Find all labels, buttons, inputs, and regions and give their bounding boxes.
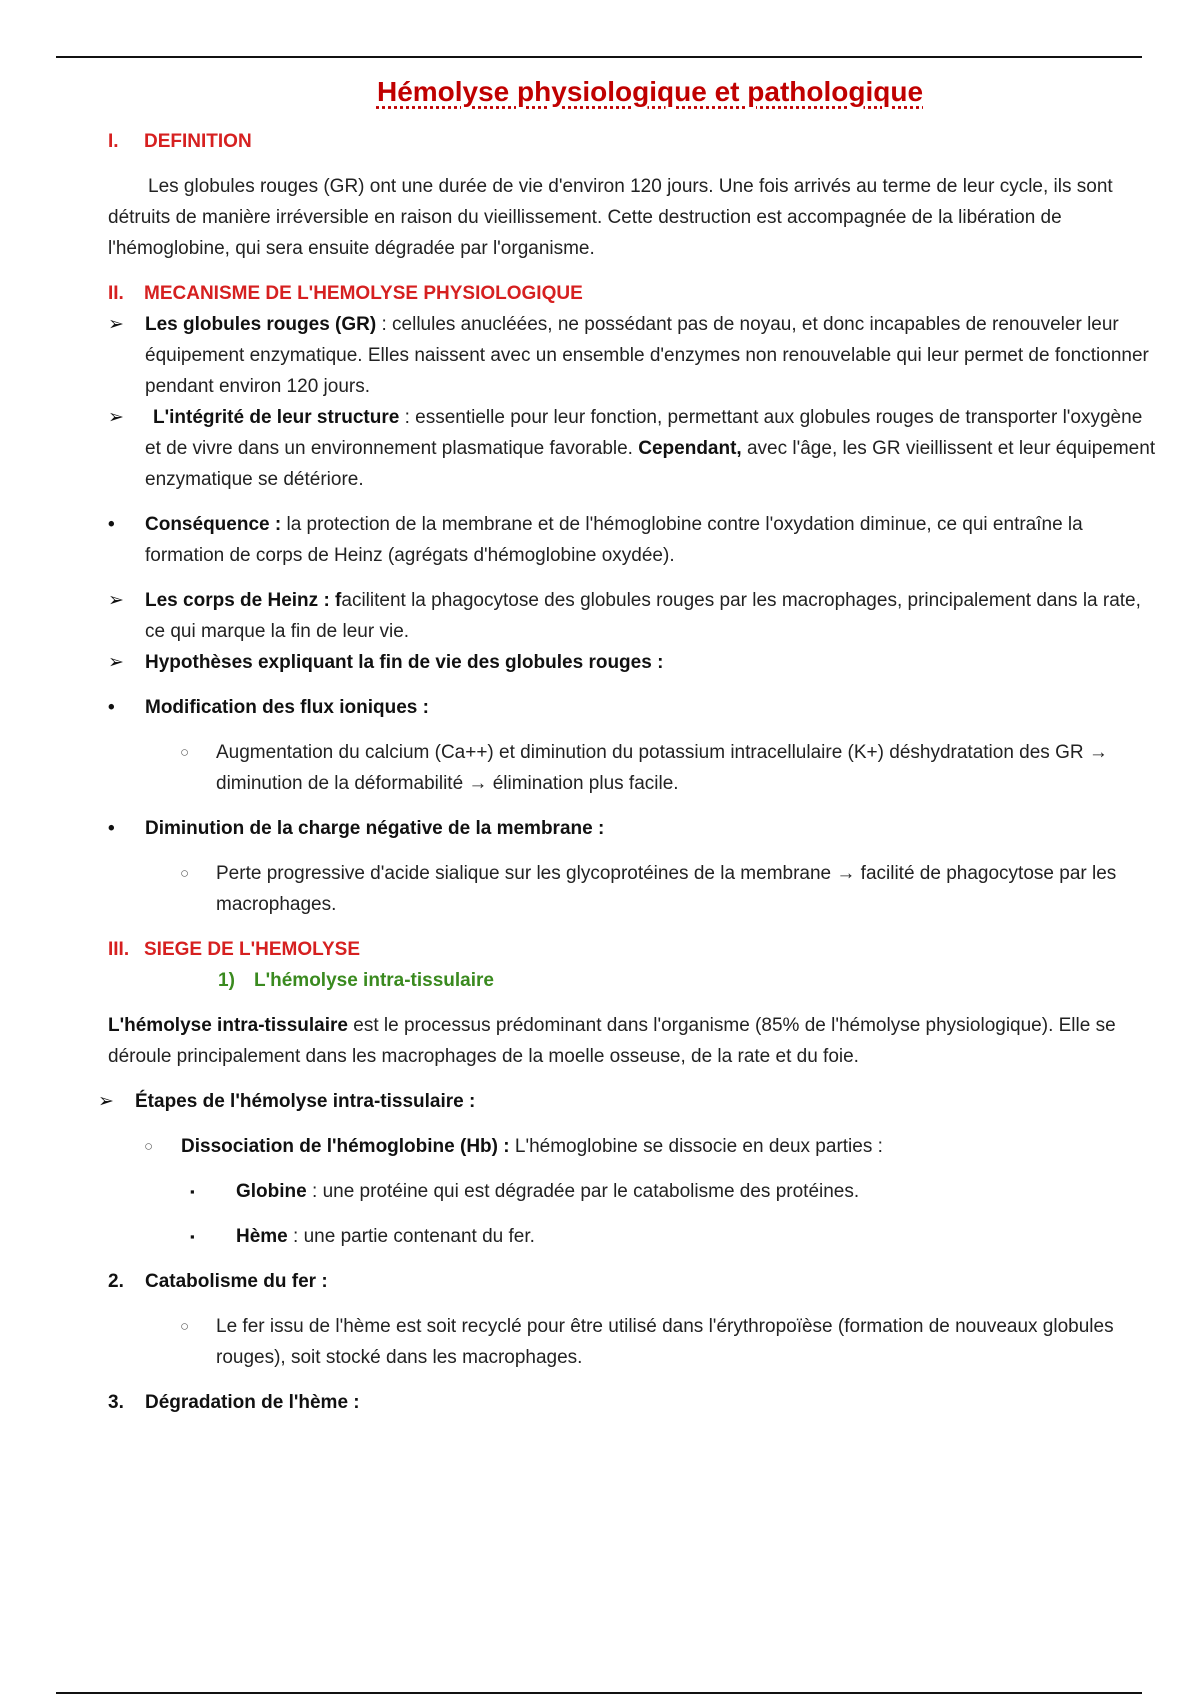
definition-paragraph: Les globules rouges (GR) ont une durée de vie d'environ 120 jours. Une fois arrivés au terme de leur cycle, ils sont détruits de manière irréversible en raison du vieillissement. Cette destruction est accompagnée de la libération de l'hémoglobine, qui sera ensuite dégradée par l'organisme. [108, 176, 1113, 259]
section-1-title: DEFINITION [144, 131, 252, 152]
list-item-consequence: • Conséquence : la protection de la membrane et de l'hémoglobine contre l'oxydation diminue, ce qui entraîne la formation de corps de Heinz (agrégats d'hémoglobine oxydée). [108, 509, 1158, 571]
intra-tissulaire-paragraph: L'hémolyse intra-tissulaire est le processus prédominant dans l'organisme (85% de l'hémolyse physiologique). Elle se déroule principalement dans les macrophages de la moelle osseuse, de la rate et du foie. [108, 1015, 1116, 1067]
circle-bullet-icon: ○ [180, 744, 190, 761]
list-item-globules-rouges: ➢ Les globules rouges (GR) : cellules anucléées, ne possédant pas de noyau, et donc incapables de renouveler leur équipement enzymatique. Elles naissent avec un ensemble d'enzymes non renouvelable qui leur permet de fonctionner pendant environ 120 jours. [108, 309, 1158, 402]
dot-bullet-icon: • [108, 818, 115, 839]
circle-bullet-icon: ○ [144, 1138, 154, 1155]
sub-item-globine: ▪ Globine : une protéine qui est dégradée par le catabolisme des protéines. [108, 1176, 1158, 1207]
dot-bullet-icon: • [108, 514, 115, 535]
sub-item-heme: ▪ Hème : une partie contenant du fer. [108, 1221, 1158, 1252]
sub-item-dissociation: ○ Dissociation de l'hémoglobine (Hb) : L'hémoglobine se dissocie en deux parties : [108, 1131, 1158, 1162]
bottom-rule [56, 1692, 1142, 1694]
list-item-flux-ioniques: • Modification des flux ioniques : [108, 692, 1158, 723]
top-rule [56, 56, 1142, 58]
arrow-bullet-icon: ➢ [108, 652, 124, 673]
section-1-heading [108, 126, 1158, 157]
list-item-corps-heinz: ➢ Les corps de Heinz : facilitent la phagocytose des globules rouges par les macrophages, principalement dans la rate, ce qui marque la fin de leur vie. [108, 585, 1158, 647]
list-item-integrite: ➢ L'intégrité de leur structure : essentielle pour leur fonction, permettant aux globules rouges de transporter l'oxygène et de vivre dans un environnement plasmatique favorable. Cependant, avec l'âge, les GR vieillissent et leur équipement enzymatique se détériore. [108, 402, 1158, 495]
list-item-charge-negative: • Diminution de la charge négative de la membrane : [108, 813, 1158, 844]
square-bullet-icon: ▪ [190, 1184, 195, 1199]
section-2-title: MECANISME DE L'HEMOLYSE PHYSIOLOGIQUE [144, 283, 583, 304]
section-3-heading [108, 934, 1158, 965]
circle-bullet-icon: ○ [180, 865, 190, 882]
document-title: Hémolyse physiologique et pathologique [376, 76, 924, 107]
section-3-title: SIEGE DE L'HEMOLYSE [144, 939, 361, 960]
list-item-hypotheses: ➢ Hypothèses expliquant la fin de vie des globules rouges : [108, 647, 1158, 678]
sub-item-charge-negative: ○ Perte progressive d'acide sialique sur les glycoprotéines de la membrane → facilité de phagocytose par les macrophages. [108, 858, 1158, 920]
arrow-bullet-icon: ➢ [108, 407, 124, 428]
section-2-number: II. [108, 283, 124, 304]
arrow-bullet-icon: ➢ [98, 1091, 114, 1112]
square-bullet-icon: ▪ [190, 1229, 195, 1244]
section-3-number: III. [108, 939, 130, 960]
section-2-heading [108, 278, 1158, 309]
numbered-item-catabolisme-fer: 2. Catabolisme du fer : [108, 1271, 328, 1292]
subsection-1-heading: 1) L'hémolyse intra-tissulaire [218, 970, 494, 991]
section-1-number: I. [108, 131, 119, 152]
circle-bullet-icon: ○ [180, 1318, 190, 1335]
list-item-etapes: ➢ Étapes de l'hémolyse intra-tissulaire : [98, 1086, 1158, 1117]
sub-item-flux-ioniques: ○ Augmentation du calcium (Ca++) et diminution du potassium intracellulaire (K+) déshydratation des GR → diminution de la déformabilité → élimination plus facile. [108, 737, 1158, 799]
arrow-bullet-icon: ➢ [108, 590, 124, 611]
document-page [98, 72, 1158, 1418]
dot-bullet-icon: • [108, 697, 115, 718]
sub-item-catabolisme-fer: ○ Le fer issu de l'hème est soit recyclé pour être utilisé dans l'érythropoïèse (formation de nouveaux globules rouges), soit stocké dans les macrophages. [108, 1311, 1158, 1373]
numbered-item-degradation-heme: 3. Dégradation de l'hème : [108, 1392, 360, 1413]
arrow-bullet-icon: ➢ [108, 314, 124, 335]
